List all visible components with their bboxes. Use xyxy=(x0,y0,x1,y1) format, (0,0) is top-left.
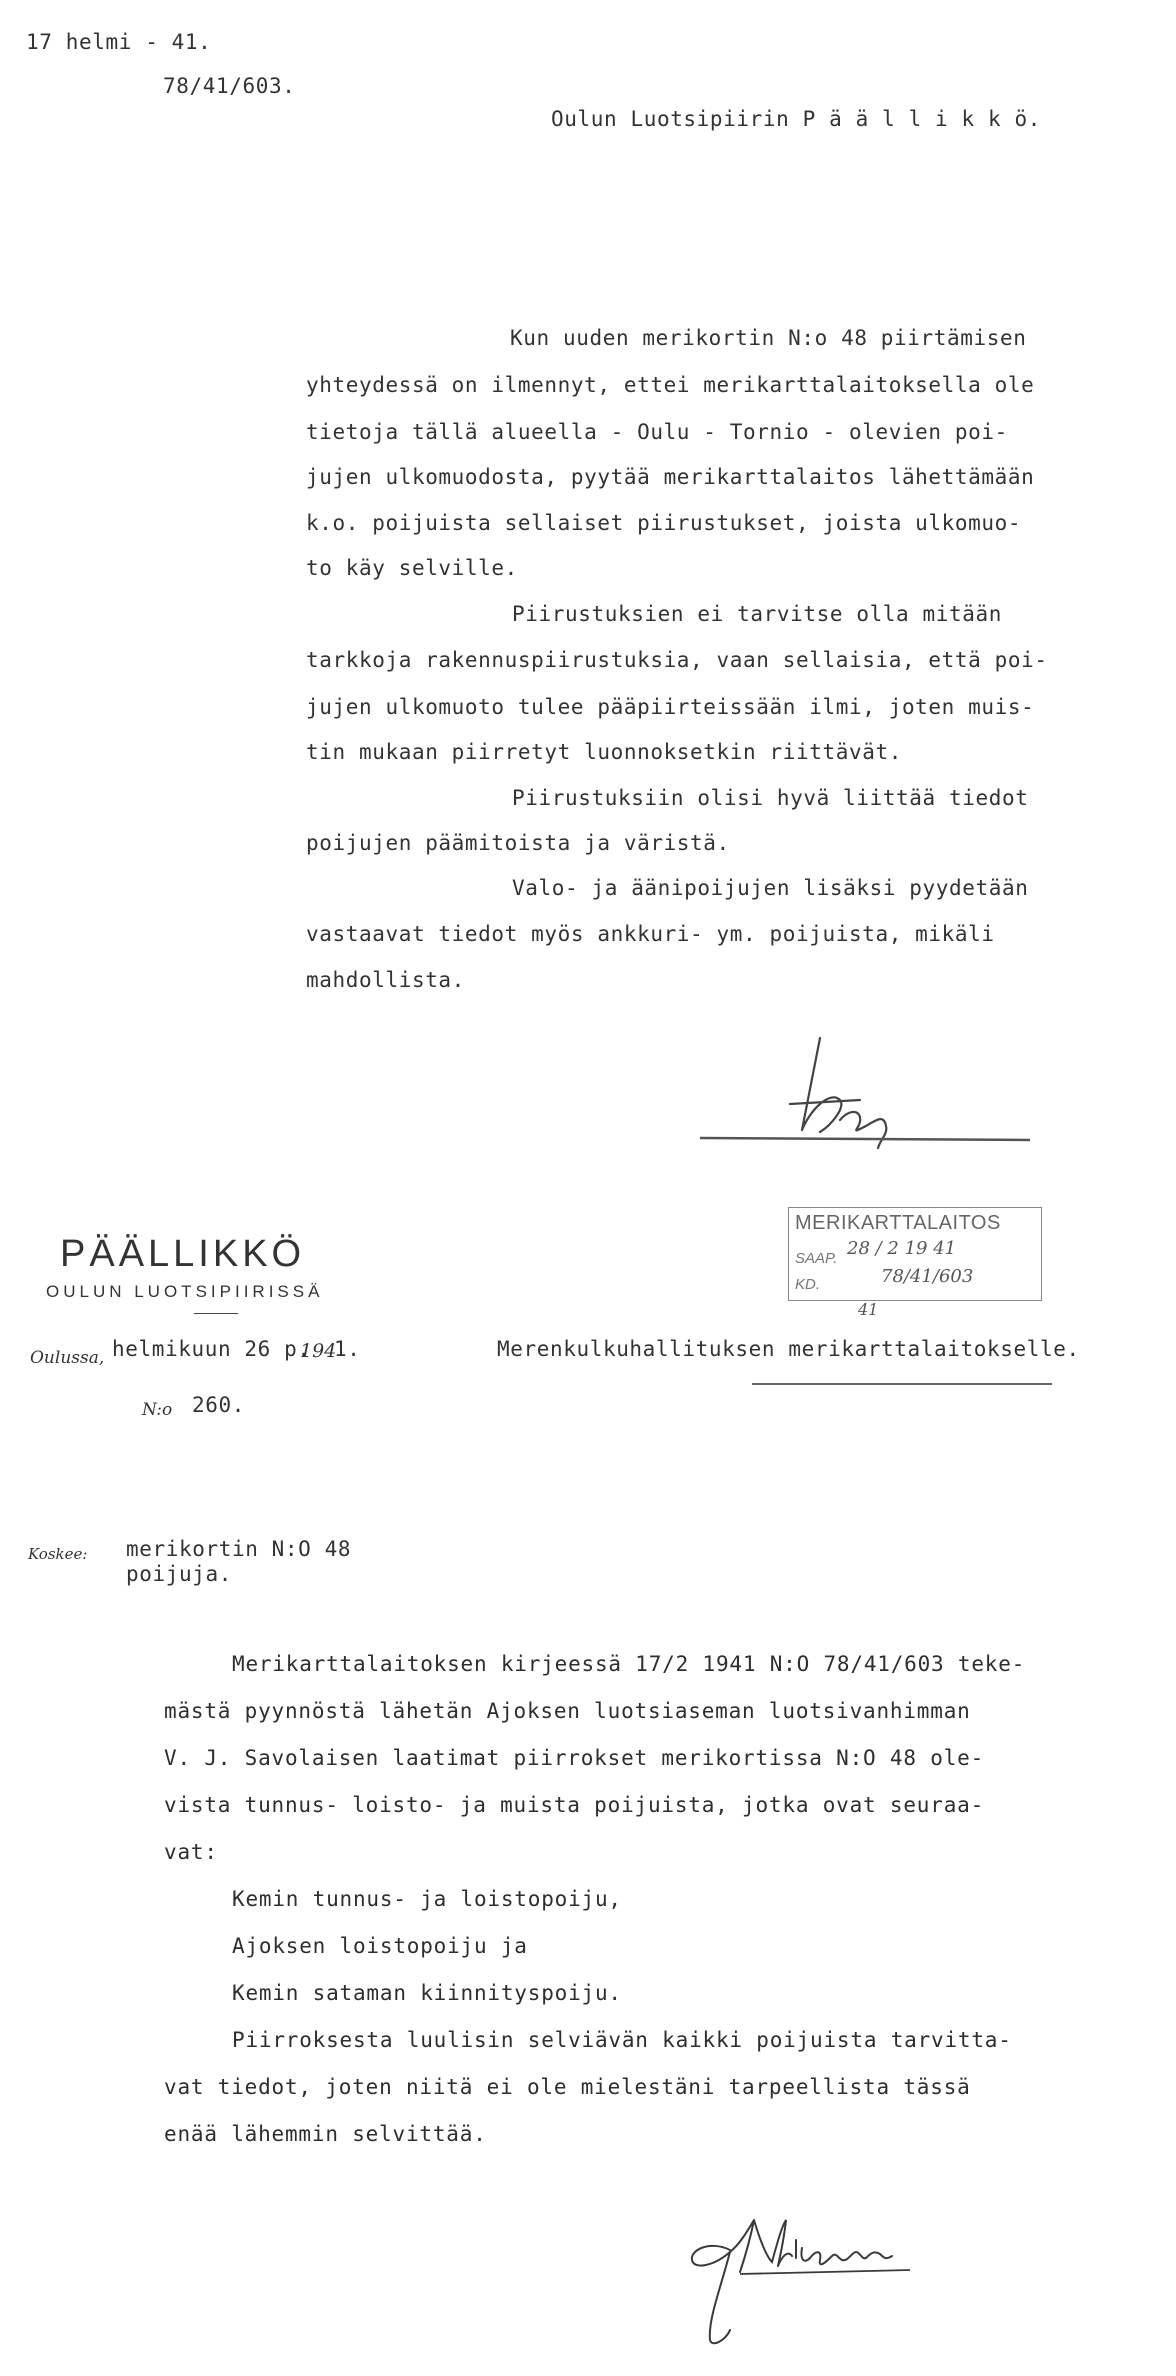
p4-line-3: mahdollista. xyxy=(306,968,465,992)
list-item-2: Ajoksen loistopoiju ja xyxy=(232,1934,528,1958)
body-line-1: Merikarttalaitoksen kirjeessä 17/2 1941 N:O 78/41/603 teke- xyxy=(232,1652,1026,1676)
stamp-extra-note: 41 xyxy=(858,1300,879,1319)
recipient-underline xyxy=(752,1383,1052,1385)
signature-top xyxy=(690,1030,1050,1150)
stamp-saap-label: SAAP. xyxy=(795,1250,838,1267)
list-item-3: Kemin sataman kiinnityspoiju. xyxy=(232,1981,622,2005)
body-line-4: vista tunnus- loisto- ja muista poijuista, jotka ovat seuraa- xyxy=(164,1793,985,1817)
addressee: Oulun Luotsipiirin P ä ä l l i k k ö. xyxy=(551,107,1041,131)
stamp-kd-label: KD. xyxy=(795,1276,821,1293)
p1-line-6: to käy selville. xyxy=(306,556,518,580)
number-value: 260. xyxy=(192,1393,245,1417)
list-item-1: Kemin tunnus- ja loistopoiju, xyxy=(232,1887,622,1911)
date-line: 17 helmi - 41. xyxy=(26,30,212,54)
p3-line-1: Piirustuksiin olisi hyvä liittää tiedot xyxy=(512,786,1029,810)
p1-line-4: jujen ulkomuodosta, pyytää merikarttalaitos lähettämään xyxy=(306,465,1035,489)
stamp-title: MERIKARTTALAITOS xyxy=(795,1212,1001,1234)
p2-line-3: jujen ulkomuoto tulee pääpiirteissään ilmi, joten muis- xyxy=(306,695,1035,719)
number-label: N:o xyxy=(142,1400,173,1420)
p3-line-2: poijujen päämitoista ja väristä. xyxy=(306,831,730,855)
subject-line-1: merikortin N:O 48 xyxy=(126,1537,352,1561)
body-line-2: mästä pyynnöstä lähetän Ajoksen luotsiaseman luotsivanhimman xyxy=(164,1699,971,1723)
p2-line-1: Piirustuksien ei tarvitse olla mitään xyxy=(512,602,1002,626)
stamp-kd-value: 78/41/603 xyxy=(881,1266,974,1287)
p2-line-2: tarkkoja rakennuspiirustuksia, vaan sellaisia, että poi- xyxy=(306,648,1048,672)
reply-recipient: Merenkulkuhallituksen merikarttalaitokselle. xyxy=(497,1337,1080,1361)
subject-label: Koskee: xyxy=(28,1545,88,1563)
reply-date: helmikuun 26 p. xyxy=(112,1337,311,1361)
year-suffix: 1. xyxy=(334,1337,361,1361)
year-prefix: 194 xyxy=(300,1340,337,1362)
reference-number: 78/41/603. xyxy=(163,74,296,98)
closing-line-1: Piirroksesta luulisin selviävän kaikki poijuista tarvitta- xyxy=(232,2028,1012,2052)
p1-line-2: yhteydessä on ilmennyt, ettei merikarttalaitoksella ole xyxy=(306,373,1035,397)
p4-line-2: vastaavat tiedot myös ankkuri- ym. poijuista, mikäli xyxy=(306,922,995,946)
body-line-5: vat: xyxy=(164,1840,218,1864)
letterhead-title: PÄÄLLIKKÖ xyxy=(60,1233,306,1275)
place-label: Oulussa, xyxy=(30,1348,105,1368)
p2-line-4: tin mukaan piirretyt luonnoksetkin riittävät. xyxy=(306,740,902,764)
p1-line-1: Kun uuden merikortin N:o 48 piirtämisen xyxy=(510,326,1027,350)
p1-line-5: k.o. poijuista sellaiset piirustukset, joista ulkomuo- xyxy=(306,511,1022,535)
p1-line-3: tietoja tällä alueella - Oulu - Tornio - olevien poi- xyxy=(306,420,1008,444)
closing-line-2: vat tiedot, joten niitä ei ole mielestäni tarpeellista tässä xyxy=(164,2075,971,2099)
letterhead-rule xyxy=(194,1313,238,1314)
subject-line-2: poijuja. xyxy=(126,1562,232,1586)
closing-line-3: enää lähemmin selvittää. xyxy=(164,2122,487,2146)
signature-bottom xyxy=(670,2200,970,2350)
letterhead-subtitle: OULUN LUOTSIPIIRISSÄ xyxy=(46,1282,324,1301)
body-line-3: V. J. Savolaisen laatimat piirrokset merikortissa N:O 48 ole- xyxy=(164,1746,985,1770)
received-stamp xyxy=(788,1207,1042,1301)
p4-line-1: Valo- ja äänipoijujen lisäksi pyydetään xyxy=(512,876,1029,900)
stamp-saap-value: 28 / 2 19 41 xyxy=(847,1238,957,1259)
